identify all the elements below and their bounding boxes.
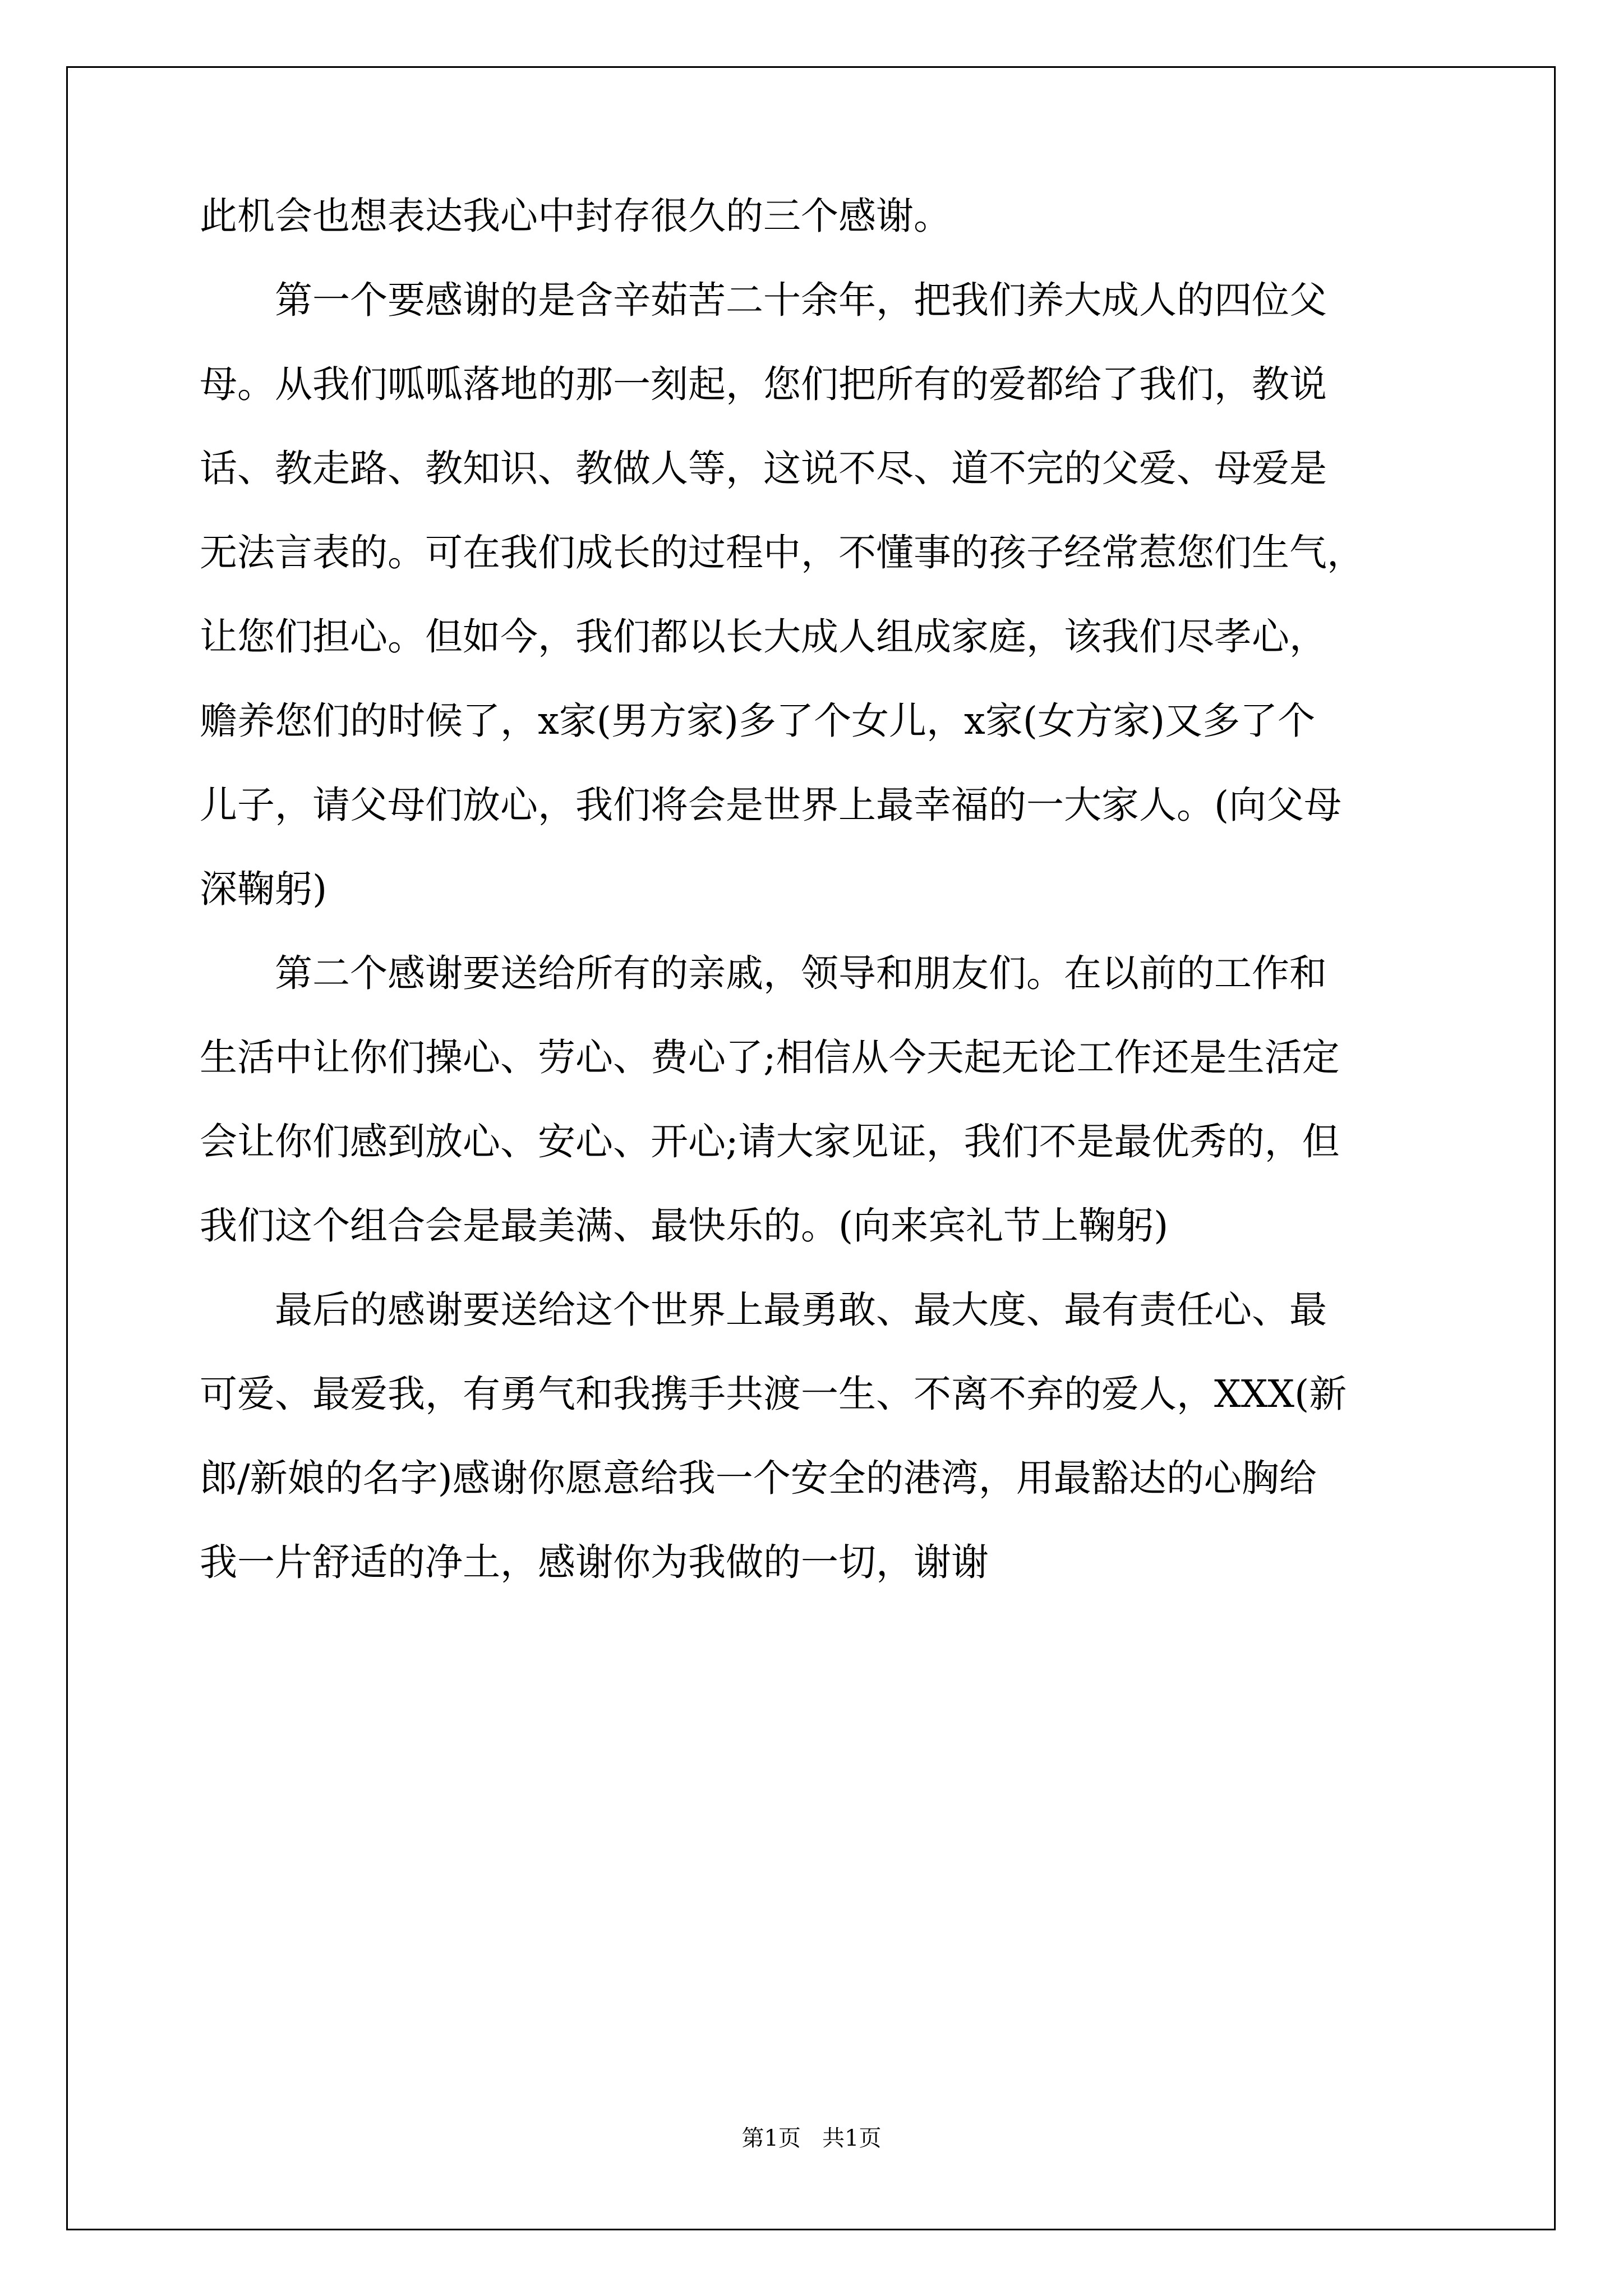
text-line: 第二个感谢要送给所有的亲戚，领导和朋友们。在以前的工作和 — [200, 951, 1327, 995]
page-footer: 第1页 共1页 — [741, 2125, 882, 2151]
text-line: 最后的感谢要送给这个世界上最勇敢、最大度、最有责任心、最 — [200, 1288, 1327, 1332]
text-line: 赡养您们的时候了，x家(男方家)多了个女儿，x家(女方家)又多了个 — [200, 699, 1316, 743]
text-line: 深鞠躬) — [200, 867, 328, 911]
text-line: 我们这个组合会是最美满、最快乐的。(向来宾礼节上鞠躬) — [200, 1204, 1169, 1248]
text-line: 我一片舒适的净土，感谢你为我做的一切，谢谢 — [200, 1540, 989, 1584]
text-line: 此机会也想表达我心中封存很久的三个感谢。 — [200, 194, 951, 238]
text-line: 第一个要感谢的是含辛茹苦二十余年，把我们养大成人的四位父 — [200, 278, 1327, 322]
text-line: 可爱、最爱我，有勇气和我携手共渡一生、不离不弃的爱人，XXX(新 — [200, 1372, 1347, 1416]
text-line: 话、教走路、教知识、教做人等，这说不尽、道不完的父爱、母爱是 — [200, 447, 1327, 490]
text-line: 母。从我们呱呱落地的那一刻起，您们把所有的爱都给了我们，教说 — [200, 362, 1327, 406]
text-line: 郎/新娘的名字)感谢你愿意给我一个安全的港湾，用最豁达的心胸给 — [200, 1456, 1317, 1500]
text-line: 无法言表的。可在我们成长的过程中，不懂事的孩子经常惹您们生气， — [200, 531, 1364, 574]
text-line: 生活中让你们操心、劳心、费心了;相信从今天起无论工作还是生活定 — [200, 1036, 1340, 1079]
text-line: 儿子，请父母们放心，我们将会是世界上最幸福的一大家人。(向父母 — [200, 783, 1342, 827]
text-line: 会让你们感到放心、安心、开心;请大家见证，我们不是最优秀的，但 — [200, 1120, 1340, 1163]
text-line: 让您们担心。但如今，我们都以长大成人组成家庭，该我们尽孝心， — [200, 615, 1327, 659]
